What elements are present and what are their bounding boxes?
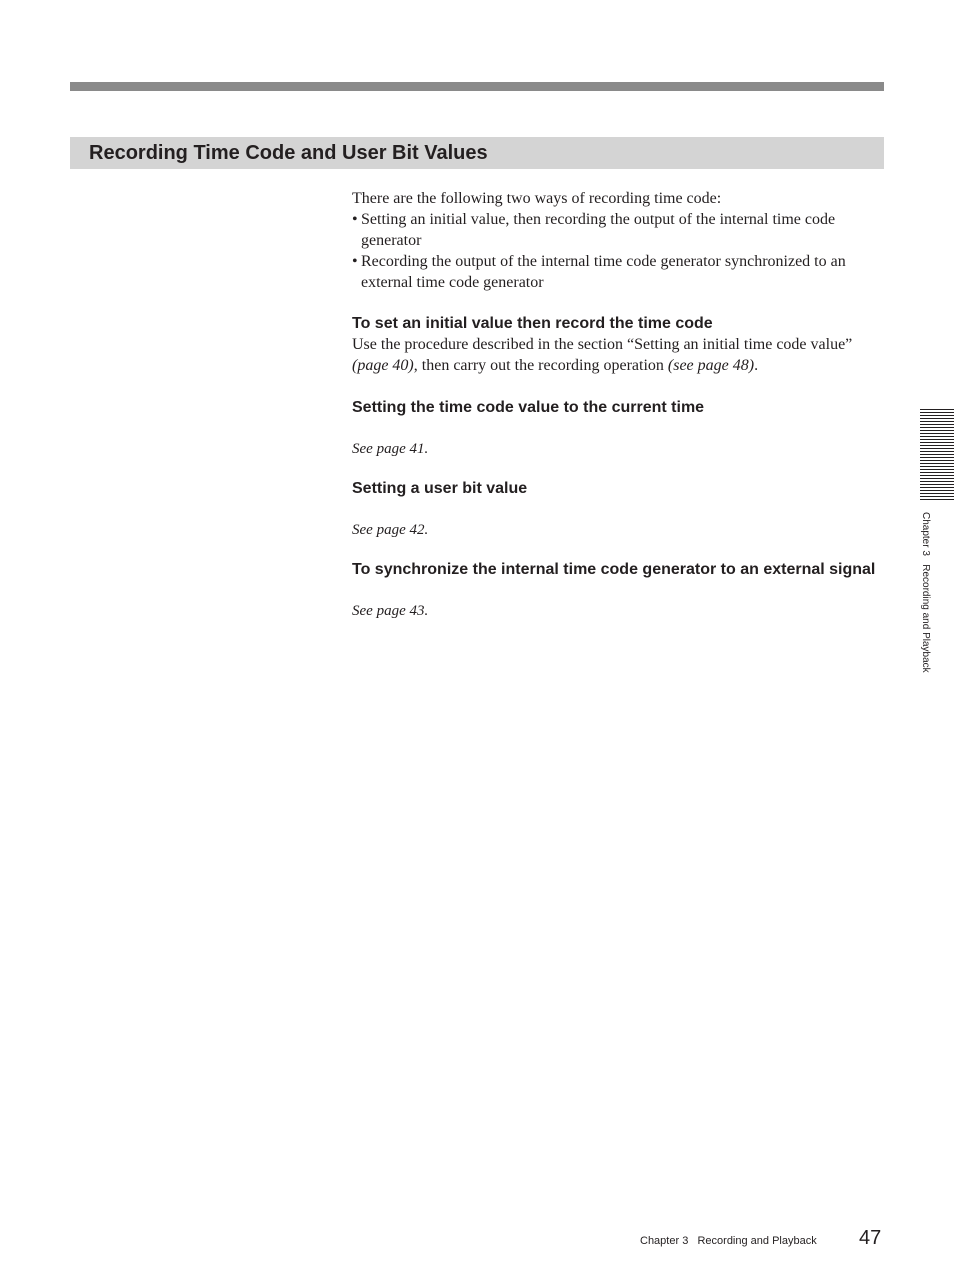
heading-user-bit: Setting a user bit value bbox=[352, 480, 528, 497]
section-header-band bbox=[70, 137, 884, 169]
intro-text: There are the following two ways of recording time code: bbox=[352, 190, 722, 207]
heading-synchronize: To synchronize the internal time code generator to an external signal bbox=[352, 561, 876, 578]
bullet-icon: • bbox=[352, 211, 358, 228]
bullet-icon: • bbox=[352, 253, 358, 270]
bullet-text: Setting an initial value, then recording the output of the internal time code generator bbox=[361, 211, 836, 249]
top-rule bbox=[70, 82, 884, 91]
section-title: Recording Time Code and User Bit Values bbox=[89, 142, 488, 164]
list-item bbox=[352, 251, 886, 293]
main-content bbox=[352, 188, 886, 621]
bullet-text: Recording the output of the internal time code generator synchronized to an external time code generator bbox=[361, 253, 846, 291]
see-page-42: See page 42. bbox=[352, 522, 429, 538]
see-page-43: See page 43. bbox=[352, 603, 429, 619]
side-chapter-label: Chapter 3 Recording and Playback bbox=[920, 512, 931, 673]
initial-value-text-part-1: Use the procedure described in the section “Setting an initial time code value” bbox=[352, 336, 853, 353]
initial-value-text bbox=[352, 334, 886, 376]
heading-current-time: Setting the time code value to the current time bbox=[352, 399, 705, 416]
footer-chapter-label: Chapter 3 Recording and Playback bbox=[640, 1235, 817, 1247]
initial-value-text-part-3: . bbox=[754, 357, 759, 374]
page-40-reference: (page 40) bbox=[352, 357, 414, 374]
chapter-tab-marker bbox=[920, 409, 954, 501]
page-number: 47 bbox=[859, 1227, 882, 1249]
see-page-41: See page 41. bbox=[352, 441, 429, 457]
intro-bullet-list bbox=[352, 209, 886, 293]
initial-value-text-part-2: , then carry out the recording operation bbox=[413, 357, 664, 374]
list-item bbox=[352, 209, 886, 251]
page-48-reference: (see page 48) bbox=[667, 357, 755, 374]
heading-initial-value: To set an initial value then record the time code bbox=[352, 315, 713, 332]
